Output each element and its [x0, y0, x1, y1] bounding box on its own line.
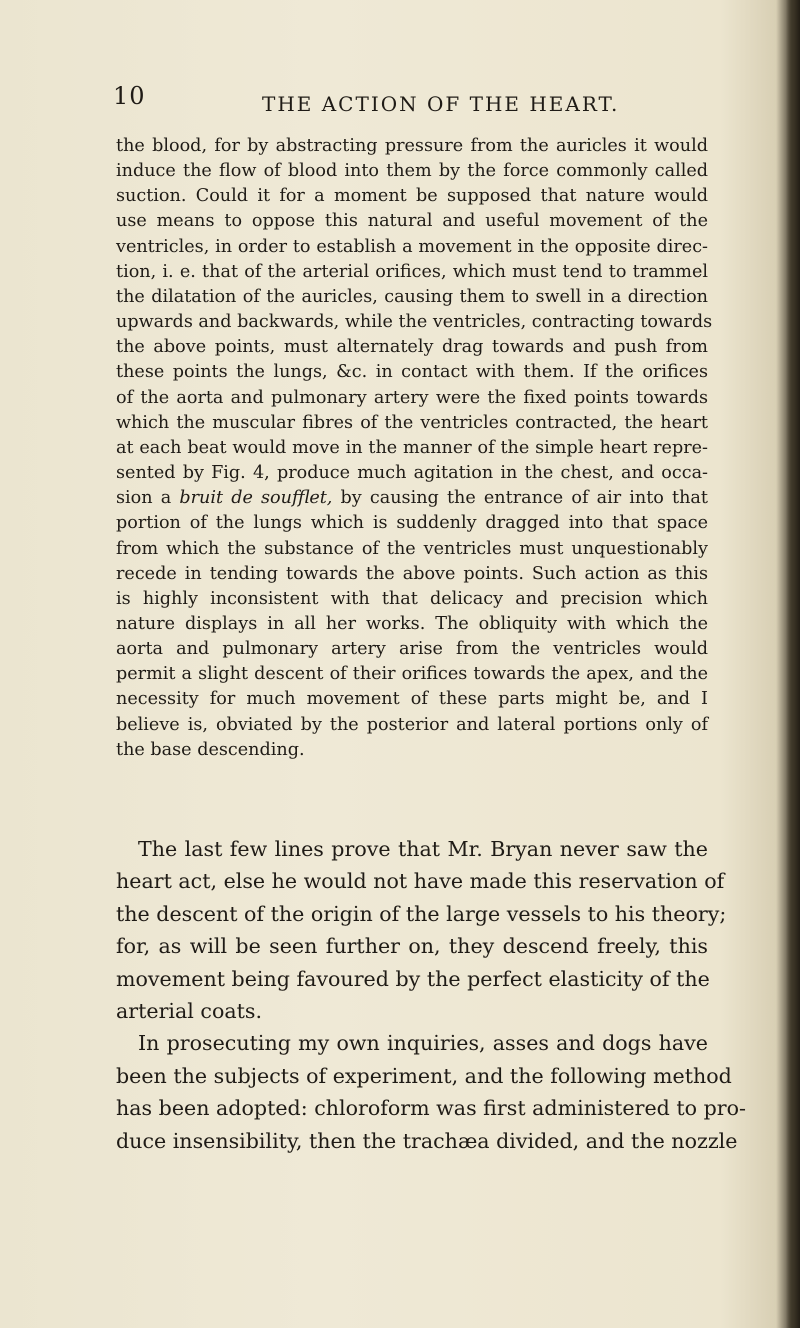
text-line: believe is, obviated by the posterior and lateral portions only of — [116, 714, 708, 735]
text-line: the base descending. — [116, 739, 305, 760]
text-line: induce the flow of blood into them by the force commonly called — [116, 161, 708, 182]
book-spine-shadow — [786, 0, 800, 1328]
text-line: these points the lungs, &c. in contact with them. If the orifices — [116, 362, 708, 383]
paragraph-small-type — [116, 134, 713, 763]
text-line: the dilatation of the auricles, causing them to swell in a direction — [116, 286, 708, 307]
text-line: movement being favoured by the perfect elasticity of the — [116, 966, 710, 991]
text-line: which the muscular fibres of the ventricles contracted, the heart — [116, 412, 708, 433]
text-line: of the aorta and pulmonary artery were the fixed points towards — [116, 387, 708, 408]
text-fragment: by causing the entrance of air into that — [332, 488, 708, 509]
text-line: at each beat would move in the manner of the simple heart repre- — [116, 437, 708, 458]
text-fragment: sion a — [116, 488, 180, 509]
page-number: 10 — [113, 82, 146, 110]
paragraph-large-type — [116, 833, 746, 1157]
text-line: from which the substance of the ventricles must unquestionably — [116, 538, 708, 559]
text-line: tion, i. e. that of the arterial orifices, which must tend to trammel — [116, 261, 708, 282]
text-line: the blood, for by abstracting pressure from the auricles it would — [116, 136, 708, 156]
text-line: upwards and backwards, while the ventricles, contracting towards — [116, 312, 713, 333]
text-line: permit a slight descent of their orifices towards the apex, and the — [116, 664, 708, 685]
text-line: the above points, must alternately drag towards and push from — [116, 337, 708, 358]
text-line: sented by Fig. 4, produce much agitation in the chest, and occa- — [116, 463, 708, 484]
text-line: use means to oppose this natural and useful movement of the — [116, 211, 708, 232]
text-line: The last few lines prove that Mr. Bryan never saw the — [138, 837, 708, 861]
text-line: recede in tending towards the above points. Such action as this — [116, 563, 708, 584]
text-line: arterial coats. — [116, 999, 263, 1024]
italic-phrase: bruit de soufflet, — [179, 488, 333, 509]
text-line: has been adopted: chloroform was first administered to pro- — [116, 1096, 746, 1121]
text-line: necessity for much movement of these parts might be, and I — [116, 689, 708, 710]
text-line: duce insensibility, then the trachæa divided, and the nozzle — [116, 1128, 738, 1153]
text-line: nature displays in all her works. The obliquity with which the — [116, 613, 708, 634]
text-line: portion of the lungs which is suddenly dragged into that space — [116, 513, 708, 534]
text-line: suction. Could it for a moment be supposed that nature would — [116, 186, 708, 207]
text-line: been the subjects of experiment, and the following method — [116, 1063, 732, 1088]
text-line: heart act, else he would not have made this reservation of — [116, 869, 725, 894]
text-line: ventricles, in order to establish a movement in the opposite direc- — [116, 236, 708, 257]
text-line: is highly inconsistent with that delicacy and precision which — [116, 588, 708, 609]
text-line-with-italic — [116, 486, 708, 511]
text-line: the descent of the origin of the large vessels to his theory; — [116, 901, 727, 926]
running-head: THE ACTION OF THE HEART. — [262, 92, 620, 116]
text-line: In prosecuting my own inquiries, asses and dogs have — [138, 1031, 708, 1056]
text-line: aorta and pulmonary artery arise from the ventricles would — [116, 639, 708, 660]
text-line: for, as will be seen further on, they descend freely, this — [116, 934, 708, 959]
